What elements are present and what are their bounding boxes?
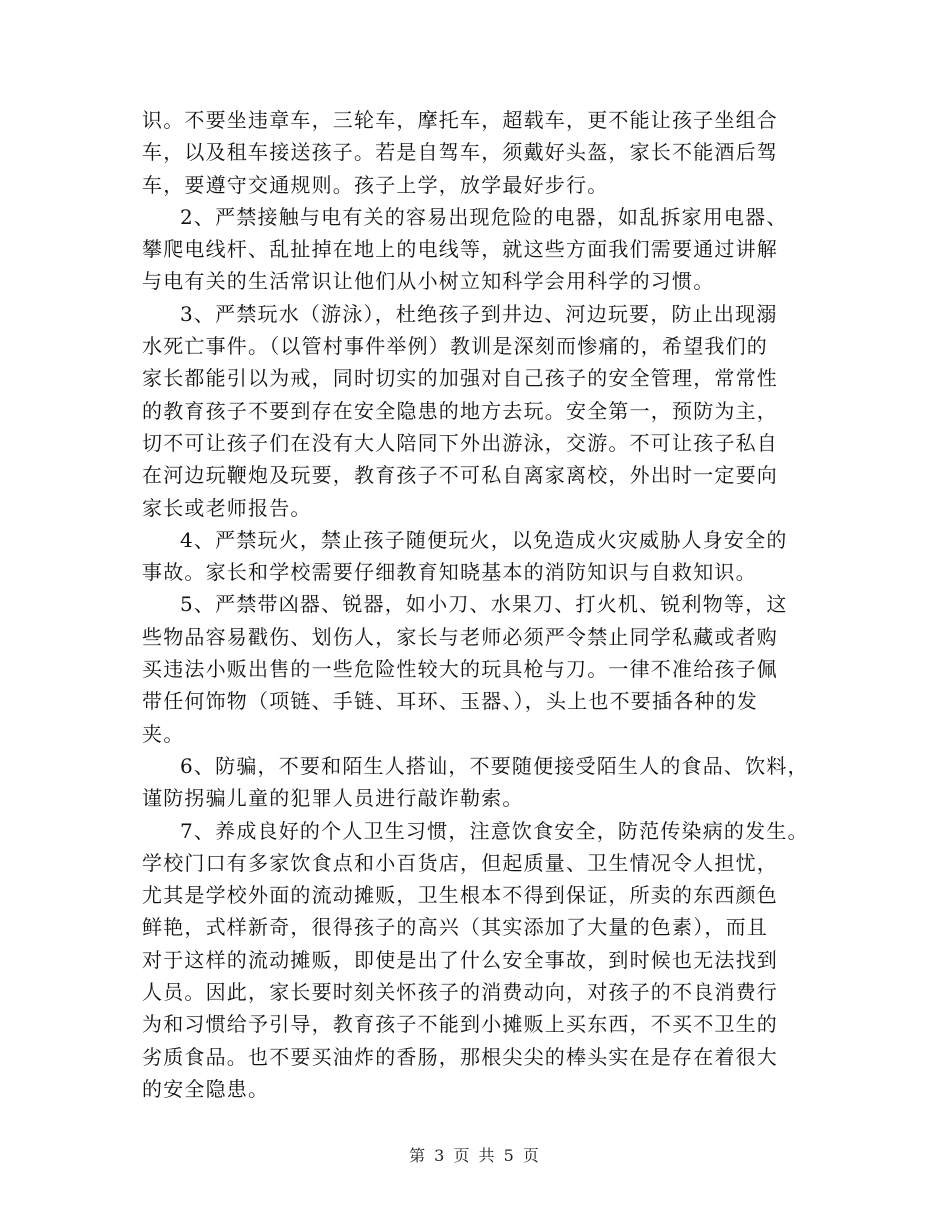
text-line: 带任何饰物（项链、手链、耳环、玉器、），头上也不要插各种的发 bbox=[142, 689, 758, 714]
text-line: 6、防骗，不要和陌生人搭讪，不要随便接受陌生人的食品、饮料， bbox=[180, 753, 809, 778]
text-line: 人员。因此，家长要时刻关怀孩子的消费动向，对孩子的不良消费行 bbox=[142, 980, 778, 1005]
text-line: 切不可让孩子们在没有大人陪同下外出游泳，交游。不可让孩子私自 bbox=[142, 430, 778, 455]
text-line: 买违法小贩出售的一些危险性较大的玩具枪与刀。一律不准给孩子佩 bbox=[142, 657, 778, 682]
page-number-footer: 第 3 页 共 5 页 bbox=[409, 1146, 541, 1165]
text-line: 水死亡事件。（以管村事件举例）教训是深刻而惨痛的，希望我们的 bbox=[142, 334, 768, 359]
text-line: 7、养成良好的个人卫生习惯，注意饮食安全，防范传染病的发生。 bbox=[180, 818, 809, 843]
text-line: 夹。 bbox=[142, 721, 185, 746]
text-line: 4、严禁玩火，禁止孩子随便玩火，以免造成火灾威胁人身安全的 bbox=[180, 527, 788, 552]
text-line: 家长都能引以为戒，同时切实的加强对自己孩子的安全管理，常常性 bbox=[142, 366, 778, 391]
text-line: 鲜艳，式样新奇，很得孩子的高兴（其实添加了大量的色素），而且 bbox=[142, 915, 768, 940]
text-line: 为和习惯给予引导，教育孩子不能到小摊贩上买东西，不买不卫生的 bbox=[142, 1012, 778, 1037]
text-line: 家长或老师报告。 bbox=[142, 495, 312, 520]
document-body bbox=[142, 104, 832, 1105]
text-line: 攀爬电线杆、乱扯掉在地上的电线等，就这些方面我们需要通过讲解 bbox=[142, 237, 778, 262]
text-line: 学校门口有多家饮食点和小百货店，但起质量、卫生情况令人担忧， bbox=[142, 850, 778, 875]
text-line: 的安全隐患。 bbox=[142, 1076, 270, 1101]
text-line: 3、严禁玩水（游泳），杜绝孩子到井边、河边玩要，防止出现溺 bbox=[180, 301, 778, 326]
text-line: 些物品容易戳伤、划伤人，家长与老师必须严令禁止同学私藏或者购 bbox=[142, 624, 778, 649]
text-line: 劣质食品。也不要买油炸的香肠，那根尖尖的棒头实在是存在着很大 bbox=[142, 1044, 778, 1069]
text-line: 2、严禁接触与电有关的容易出现危险的电器，如乱拆家用电器、 bbox=[180, 204, 788, 229]
text-line: 车，要遵守交通规则。孩子上学，放学最好步行。 bbox=[142, 172, 609, 197]
text-line: 与电有关的生活常识让他们从小树立知科学会用科学的习惯。 bbox=[142, 269, 715, 294]
text-line: 5、严禁带凶器、锐器，如小刀、水果刀、打火机、锐利物等，这 bbox=[180, 592, 788, 617]
text-line: 在河边玩鞭炮及玩要，教育孩子不可私自离家离校，外出时一定要向 bbox=[142, 463, 778, 488]
text-line: 车，以及租车接送孩子。若是自驾车，须戴好头盔，家长不能酒后驾 bbox=[142, 140, 778, 165]
text-line: 对于这样的流动摊贩，即使是出了什么安全事故，到时候也无法找到 bbox=[142, 947, 778, 972]
text-line: 尤其是学校外面的流动摊贩，卫生根本不得到保证，所卖的东西颜色 bbox=[142, 883, 778, 908]
text-line: 事故。家长和学校需要仔细教育知晓基本的消防知识与自救知识。 bbox=[142, 560, 757, 585]
text-line: 谨防拐骗儿童的犯罪人员进行敲诈勒索。 bbox=[142, 786, 524, 811]
text-line: 识。不要坐违章车，三轮车，摩托车，超载车，更不能让孩子坐组合 bbox=[142, 108, 778, 132]
text-line: 的教育孩子不要到存在安全隐患的地方去玩。安全第一，预防为主， bbox=[142, 398, 778, 423]
